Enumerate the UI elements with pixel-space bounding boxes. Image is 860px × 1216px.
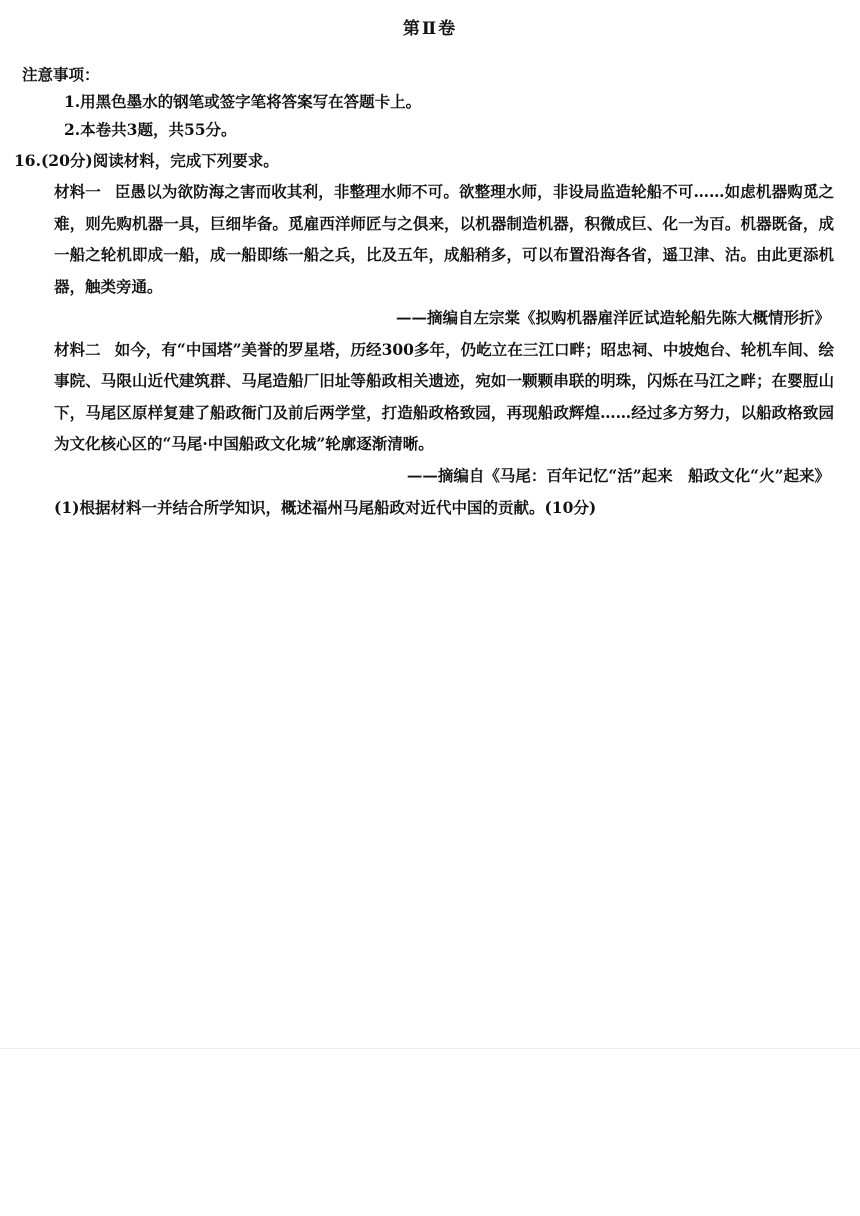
section-title: 第Ⅱ卷 [402, 19, 458, 39]
material-1-source: ——摘编自左宗棠《拟购机器雇洋匠试造轮船先陈大概情形折》 [395, 308, 830, 327]
material-1 [54, 176, 834, 302]
material-2-source: ——摘编自《马尾：百年记忆“活”起来 船政文化“火”起来》 [406, 465, 830, 485]
note-item-2: 2.本卷共3题，共55分。 [64, 120, 237, 139]
sub-question-1: (1)根据材料一并结合所学知识，概述福州马尾船政对近代中国的贡献。(10分) [54, 498, 597, 517]
answer-area[interactable] [14, 570, 844, 1040]
material-2-label: 材料二 [54, 339, 101, 359]
material-1-label: 材料一 [54, 182, 101, 201]
notes-block [22, 62, 822, 144]
notes-heading: 注意事项： [22, 65, 100, 84]
question-16 [14, 146, 834, 523]
note-item-1: 1.用黑色墨水的钢笔或签字笔将答案写在答题卡上。 [64, 92, 422, 111]
material-2-text: 如今，有“中国塔”美誉的罗星塔，历经300多年，仍屹立在三江口畔；昭忠祠、中坡炮台、轮机车间、绘事院、马限山近代建筑群、马尾造船厂旧址等船政相关遗迹，宛如一颗颗串联的明珠，闪烁在马江之畔；在婴脰山下，马尾区原样复建了船政衙门及前后两学堂，打造船政格致园，再现船政辉煌……经过多方努力，以船政格致园为文化核心区的“马尾·中国船政文化城”轮廓逐渐清晰。 [54, 339, 834, 453]
question-header: 16.(20分)阅读材料，完成下列要求。 [14, 151, 279, 170]
page-fold-line [0, 1048, 860, 1049]
material-2 [54, 334, 834, 460]
material-1-text: 臣愚以为欲防海之害而收其利，非整理水师不可。欲整理水师，非设局监造轮船不可……如虑机器购觅之难，则先购机器一具，巨细毕备。觅雇西洋师匠与之俱来，以机器制造机器，积微成巨、化一为百。机器既备，成一船之轮机即成一船，成一船即练一船之兵，比及五年，成船稍多，可以布置沿海各省，遥卫津、沽。由此更添机器，触类旁通。 [54, 182, 834, 296]
